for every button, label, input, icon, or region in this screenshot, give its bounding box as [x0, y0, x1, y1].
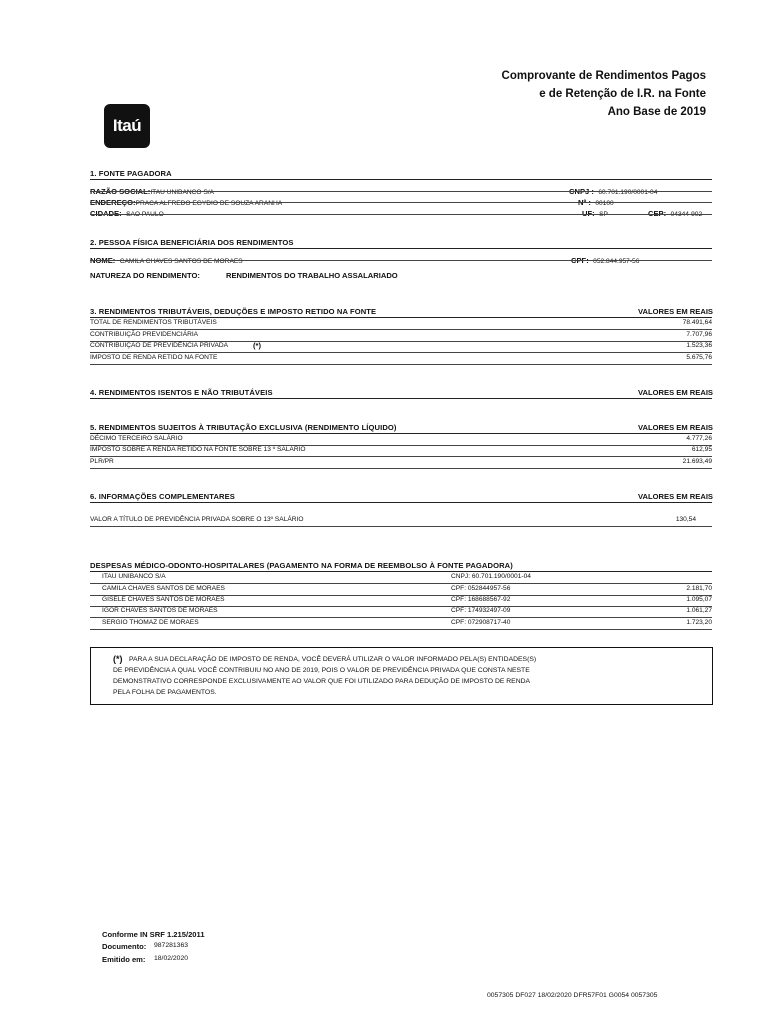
despesa-name: IGOR CHAVES SANTOS DE MORAES: [102, 607, 218, 614]
row-divider: [90, 468, 712, 469]
nome-value: CAMILA CHAVES SANTOS DE MORAES: [119, 258, 243, 265]
table-row-value: 1.523,36: [686, 342, 712, 349]
cep-label: CEP:: [648, 209, 667, 218]
endereco-label: ENDEREÇO:: [90, 198, 136, 207]
section2-title: 2. PESSOA FÍSICA BENEFICIÁRIA DOS RENDIMENTOS: [90, 238, 294, 247]
table-row-value: 5.675,76: [686, 354, 712, 361]
row-divider: [90, 617, 712, 618]
section3-title: 3. RENDIMENTOS TRIBUTÁVEIS, DEDUÇÕES E IMPOSTO RETIDO NA FONTE: [90, 307, 377, 316]
uf-field: [582, 203, 608, 221]
documento-label: Documento:: [102, 942, 147, 951]
despesa-doc: CPF: 052844957-56: [451, 585, 511, 592]
numero-label: Nº :: [578, 198, 591, 207]
itau-logo: [104, 104, 150, 148]
despesa-doc: CPF: 072908717-40: [451, 619, 511, 626]
natureza-value: RENDIMENTOS DO TRABALHO ASSALARIADO: [226, 271, 398, 280]
row-divider: [90, 583, 712, 584]
footer-code: 0057305 DF027 18/02/2020 DFR57F01 G0054 0057305: [487, 992, 658, 999]
nome-label: NOME:: [90, 256, 116, 265]
cep-value: 04344-902: [670, 211, 703, 218]
note-line: DEMONSTRATIVO CORRESPONDE EXCLUSIVAMENTE AO VALOR QUE FOI UTILIZADO PARA DEDUÇÃO DE IMPOSTO DE RENDA: [113, 678, 531, 685]
cpf-label: CPF:: [571, 256, 589, 265]
uf-label: UF:: [582, 209, 595, 218]
row-divider: [90, 526, 712, 527]
section5-values-header: VALORES EM REAIS: [638, 423, 713, 432]
table-row-value: 7.707,96: [686, 331, 712, 338]
table-row-value: 612,95: [691, 446, 712, 453]
table-row-value: 21.693,49: [682, 458, 712, 465]
section2-rule: [90, 248, 712, 249]
doc-title-line1: Comprovante de Rendimentos Pagos: [501, 70, 706, 82]
row-divider: [90, 456, 712, 457]
table-row-label: TOTAL DE RENDIMENTOS TRIBUTÁVEIS: [90, 319, 217, 326]
section5-title: 5. RENDIMENTOS SUJEITOS À TRIBUTAÇÃO EXCLUSIVA (RENDIMENTO LÍQUIDO): [90, 423, 397, 432]
cidade-label: CIDADE:: [90, 209, 122, 218]
cnpj-value: 60.701.190/0001-04: [598, 189, 658, 196]
cpf-field: [571, 250, 639, 268]
row-divider: [90, 260, 712, 261]
asterisk-mark: (*): [253, 341, 262, 350]
cidade-row: [90, 203, 164, 221]
note-line: DE PREVIDÊNCIA A QUAL VOCÊ CONTRIBUIU NO ANO DE 2019, POIS O VALOR DE PREVIDÊNCIA PRIVADA QUE CONSTA NESTE: [113, 667, 530, 674]
note-asterisk: (*): [113, 654, 123, 664]
row-divider: [90, 352, 712, 353]
cnpj-label: CNPJ :: [569, 187, 594, 196]
row-divider: [90, 329, 712, 330]
section6-title: 6. INFORMAÇÕES COMPLEMENTARES: [90, 492, 235, 501]
doc-title-year: Ano Base de 2019: [607, 106, 706, 118]
table-row-label: PLR/PR: [90, 458, 114, 465]
section3-rule: [90, 317, 712, 318]
table-row-label: CONTRIBUIÇÃO DE PREVIDÊNCIA PRIVADA: [90, 342, 229, 349]
despesa-doc: CPF: 174932497-09: [451, 607, 511, 614]
row-divider: [90, 364, 712, 365]
table-row-label: CONTRIBUIÇÃO PREVIDENCIÁRIA: [90, 331, 199, 338]
nome-row: [90, 250, 243, 268]
table-row-value: 78.491,64: [682, 319, 712, 326]
endereco-value: PRACA ALFREDO EGYDIO DE SOUZA ARANHA: [135, 200, 283, 207]
despesas-rule: [90, 571, 712, 572]
despesa-name: ITAU UNIBANCO S/A: [102, 573, 166, 580]
emitido-label: Emitido em:: [102, 955, 146, 964]
despesas-title: DESPESAS MÉDICO-ODONTO-HOSPITALARES (PAGAMENTO NA FORMA DE REEMBOLSO À FONTE PAGADORA): [90, 561, 513, 570]
table-row-value: 4.777,26: [686, 435, 712, 442]
table-row-value: 130,54: [675, 516, 696, 523]
section1-rule: [90, 179, 712, 180]
natureza-label: NATUREZA DO RENDIMENTO:: [90, 271, 200, 280]
razao-social-label: RAZÃO SOCIAL:: [90, 187, 151, 196]
emitido-value: 18/02/2020: [154, 955, 189, 962]
section5-rule: [90, 433, 712, 434]
cep-field: [648, 203, 702, 221]
despesa-value: 2.181,70: [686, 585, 712, 592]
note-line: PELA FOLHA DE PAGAMENTOS.: [113, 689, 217, 696]
despesa-value: 1.095,07: [686, 596, 712, 603]
numero-value: 00100: [595, 200, 614, 207]
despesa-name: CAMILA CHAVES SANTOS DE MORAES: [102, 585, 225, 592]
row-divider: [90, 202, 712, 203]
despesa-name: GISELE CHAVES SANTOS DE MORAES: [102, 596, 225, 603]
row-divider: [90, 214, 712, 215]
conforme-text: Conforme IN SRF 1.215/2011: [102, 930, 205, 939]
section6-rule: [90, 502, 712, 503]
cidade-value: SAO PAULO: [126, 211, 164, 218]
documento-value: 987281363: [154, 942, 189, 949]
section4-title: 4. RENDIMENTOS ISENTOS E NÃO TRIBUTÁVEIS: [90, 388, 273, 397]
despesa-doc: CNPJ: 60.701.190/0001-04: [451, 573, 531, 580]
uf-value: SP: [599, 211, 608, 218]
logo-text: Itaú: [112, 116, 142, 135]
section1-title: 1. FONTE PAGADORA: [90, 169, 172, 178]
despesa-name: SERGIO THOMAZ DE MORAES: [102, 619, 199, 626]
despesa-value: 1.061,27: [686, 607, 712, 614]
row-divider: [90, 629, 712, 630]
section4-values-header: VALORES EM REAIS: [638, 388, 713, 397]
note-line: PARA A SUA DECLARAÇÃO DE IMPOSTO DE RENDA, VOCÊ DEVERÁ UTILIZAR O VALOR INFORMADO PELA(S) ENTIDADES(S): [129, 656, 537, 663]
doc-title-line2: e de Retenção de I.R. na Fonte: [539, 88, 706, 100]
section4-rule: [90, 398, 712, 399]
cpf-value: 052.844.957-56: [593, 258, 640, 265]
table-row-label: IMPOSTO SOBRE A RENDA RETIDO NA FONTE SOBRE 13 º SALARIO: [90, 446, 306, 453]
table-row-label: IMPOSTO DE RENDA RETIDO NA FONTE: [90, 354, 218, 361]
table-row-label: VALOR A TÍTULO DE PREVIDÊNCIA PRIVADA SOBRE O 13º SALÁRIO: [90, 516, 304, 523]
section6-values-header: VALORES EM REAIS: [638, 492, 713, 501]
table-row-label: DÉCIMO TERCEIRO SALÁRIO: [90, 435, 183, 442]
despesa-value: 1.723,20: [686, 619, 712, 626]
despesa-doc: CPF: 168688567-92: [451, 596, 511, 603]
razao-social-value: ITAU UNIBANCO S/A: [150, 189, 214, 196]
section3-values-header: VALORES EM REAIS: [638, 307, 713, 316]
